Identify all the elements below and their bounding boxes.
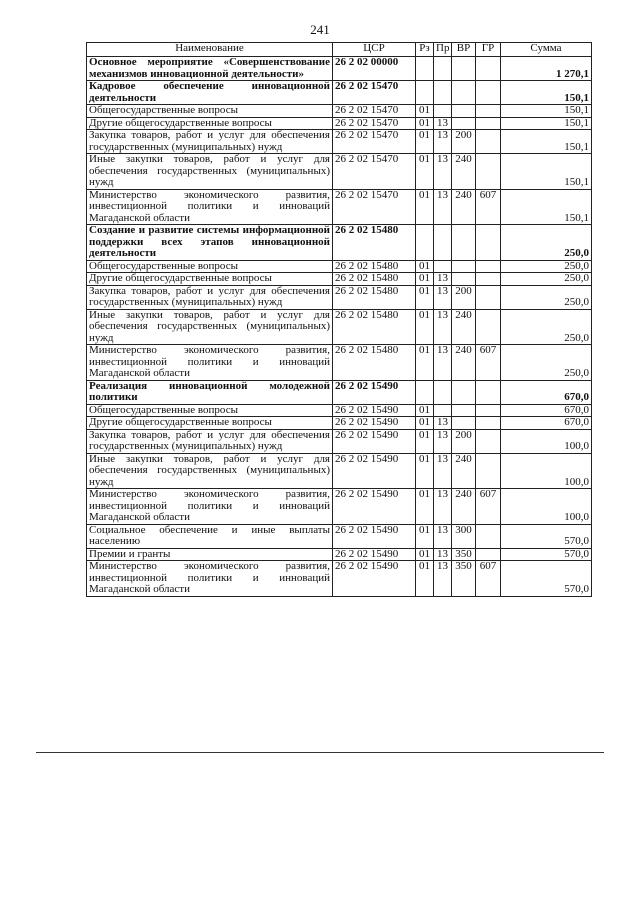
cell-csr: 26 2 02 15470 (333, 105, 416, 118)
cell-rz: 01 (416, 453, 434, 489)
cell-sum: 250,0 (501, 285, 592, 309)
cell-pr (434, 404, 452, 417)
cell-pr: 13 (434, 189, 452, 225)
table-row (87, 117, 592, 130)
cell-csr: 26 2 02 00000 (333, 57, 416, 81)
table-row (87, 548, 592, 561)
cell-csr: 26 2 02 15470 (333, 154, 416, 190)
cell-vr (452, 404, 476, 417)
cell-rz: 01 (416, 273, 434, 286)
header-name: Наименование (87, 43, 333, 57)
cell-name: Премии и гранты (87, 548, 333, 561)
header-pr: Пр (434, 43, 452, 57)
cell-name: Иные закупки товаров, работ и услуг для обеспечения государственных (муниципальных) нужд (87, 453, 333, 489)
cell-gr (476, 273, 501, 286)
cell-csr: 26 2 02 15470 (333, 189, 416, 225)
cell-gr (476, 548, 501, 561)
cell-csr: 26 2 02 15490 (333, 417, 416, 430)
cell-vr: 200 (452, 285, 476, 309)
table-row (87, 189, 592, 225)
cell-csr: 26 2 02 15490 (333, 489, 416, 525)
cell-csr: 26 2 02 15480 (333, 273, 416, 286)
cell-name: Министерство экономического развития, инвестиционной политики и инноваций Магаданской области (87, 489, 333, 525)
cell-vr (452, 57, 476, 81)
cell-pr: 13 (434, 561, 452, 597)
header-csr: ЦСР (333, 43, 416, 57)
cell-sum: 100,0 (501, 429, 592, 453)
cell-vr (452, 225, 476, 261)
footer-divider (36, 752, 604, 753)
cell-rz: 01 (416, 429, 434, 453)
cell-csr: 26 2 02 15470 (333, 81, 416, 105)
cell-name: Министерство экономического развития, инвестиционной политики и инноваций Магаданской области (87, 189, 333, 225)
cell-gr (476, 380, 501, 404)
table-row (87, 345, 592, 381)
cell-vr: 300 (452, 524, 476, 548)
cell-rz: 01 (416, 345, 434, 381)
cell-name: Общегосударственные вопросы (87, 404, 333, 417)
cell-gr (476, 453, 501, 489)
table-row (87, 225, 592, 261)
cell-rz (416, 81, 434, 105)
cell-sum: 100,0 (501, 453, 592, 489)
cell-vr: 240 (452, 189, 476, 225)
cell-sum: 150,1 (501, 189, 592, 225)
cell-rz: 01 (416, 260, 434, 273)
cell-rz: 01 (416, 489, 434, 525)
cell-sum: 250,0 (501, 309, 592, 345)
cell-gr (476, 117, 501, 130)
cell-sum: 250,0 (501, 273, 592, 286)
cell-csr: 26 2 02 15470 (333, 130, 416, 154)
cell-name: Закупка товаров, работ и услуг для обеспечения государственных (муниципальных) нужд (87, 429, 333, 453)
cell-vr: 240 (452, 489, 476, 525)
cell-vr: 350 (452, 548, 476, 561)
cell-name: Социальное обеспечение и иные выплаты населению (87, 524, 333, 548)
cell-pr: 13 (434, 309, 452, 345)
cell-name: Реализация инновационной молодежной политики (87, 380, 333, 404)
cell-vr (452, 105, 476, 118)
cell-csr: 26 2 02 15490 (333, 524, 416, 548)
cell-csr: 26 2 02 15490 (333, 561, 416, 597)
cell-rz: 01 (416, 417, 434, 430)
cell-rz (416, 380, 434, 404)
table-row (87, 561, 592, 597)
cell-pr: 13 (434, 345, 452, 381)
cell-rz: 01 (416, 309, 434, 345)
cell-csr: 26 2 02 15480 (333, 285, 416, 309)
cell-rz: 01 (416, 105, 434, 118)
cell-rz: 01 (416, 189, 434, 225)
cell-sum: 150,1 (501, 81, 592, 105)
cell-vr: 200 (452, 130, 476, 154)
cell-gr (476, 130, 501, 154)
cell-rz: 01 (416, 524, 434, 548)
cell-name: Другие общегосударственные вопросы (87, 417, 333, 430)
header-rz: Рз (416, 43, 434, 57)
cell-vr (452, 117, 476, 130)
cell-pr: 13 (434, 130, 452, 154)
cell-gr (476, 260, 501, 273)
cell-pr: 13 (434, 285, 452, 309)
cell-sum: 570,0 (501, 548, 592, 561)
cell-sum: 1 270,1 (501, 57, 592, 81)
cell-sum: 570,0 (501, 561, 592, 597)
cell-gr (476, 309, 501, 345)
cell-sum: 150,1 (501, 105, 592, 118)
cell-pr: 13 (434, 117, 452, 130)
cell-rz: 01 (416, 285, 434, 309)
cell-name: Создание и развитие системы информационной поддержки всех этапов инновационной деятельности (87, 225, 333, 261)
table-row (87, 404, 592, 417)
cell-name: Общегосударственные вопросы (87, 260, 333, 273)
cell-pr (434, 105, 452, 118)
cell-name: Другие общегосударственные вопросы (87, 117, 333, 130)
cell-gr: 607 (476, 189, 501, 225)
cell-pr (434, 81, 452, 105)
cell-vr: 350 (452, 561, 476, 597)
cell-name: Министерство экономического развития, инвестиционной политики и инноваций Магаданской области (87, 561, 333, 597)
cell-sum: 570,0 (501, 524, 592, 548)
table-row (87, 285, 592, 309)
cell-gr (476, 81, 501, 105)
cell-pr: 13 (434, 429, 452, 453)
cell-sum: 670,0 (501, 380, 592, 404)
cell-pr (434, 260, 452, 273)
cell-rz: 01 (416, 130, 434, 154)
cell-name: Министерство экономического развития, инвестиционной политики и инноваций Магаданской области (87, 345, 333, 381)
cell-pr (434, 57, 452, 81)
cell-sum: 250,0 (501, 225, 592, 261)
cell-gr (476, 285, 501, 309)
cell-pr: 13 (434, 453, 452, 489)
cell-vr (452, 380, 476, 404)
cell-name: Кадровое обеспечение инновационной деятельности (87, 81, 333, 105)
page-number: 241 (310, 22, 330, 37)
cell-gr: 607 (476, 345, 501, 381)
cell-gr (476, 225, 501, 261)
cell-pr (434, 225, 452, 261)
cell-name: Закупка товаров, работ и услуг для обеспечения государственных (муниципальных) нужд (87, 130, 333, 154)
cell-name: Иные закупки товаров, работ и услуг для обеспечения государственных (муниципальных) нужд (87, 309, 333, 345)
cell-rz: 01 (416, 561, 434, 597)
cell-vr (452, 417, 476, 430)
cell-pr: 13 (434, 273, 452, 286)
cell-csr: 26 2 02 15490 (333, 548, 416, 561)
table-header-row (87, 43, 592, 57)
table-row (87, 309, 592, 345)
cell-gr (476, 57, 501, 81)
cell-sum: 250,0 (501, 345, 592, 381)
table-row (87, 57, 592, 81)
cell-name: Другие общегосударственные вопросы (87, 273, 333, 286)
cell-vr: 240 (452, 453, 476, 489)
table-row (87, 273, 592, 286)
cell-vr: 240 (452, 309, 476, 345)
table-row (87, 380, 592, 404)
cell-pr (434, 380, 452, 404)
cell-sum: 150,1 (501, 154, 592, 190)
cell-vr (452, 260, 476, 273)
cell-pr: 13 (434, 548, 452, 561)
table-row (87, 154, 592, 190)
cell-gr: 607 (476, 489, 501, 525)
table-row (87, 130, 592, 154)
header-vr: ВР (452, 43, 476, 57)
cell-gr (476, 404, 501, 417)
table-row (87, 524, 592, 548)
cell-pr: 13 (434, 524, 452, 548)
cell-pr: 13 (434, 154, 452, 190)
cell-pr: 13 (434, 417, 452, 430)
header-gr: ГР (476, 43, 501, 57)
cell-vr: 240 (452, 345, 476, 381)
cell-sum: 250,0 (501, 260, 592, 273)
cell-rz: 01 (416, 154, 434, 190)
cell-sum: 100,0 (501, 489, 592, 525)
cell-rz: 01 (416, 404, 434, 417)
cell-name: Основное мероприятие «Совершенствование механизмов инновационной деятельности» (87, 57, 333, 81)
cell-csr: 26 2 02 15480 (333, 309, 416, 345)
cell-sum: 670,0 (501, 417, 592, 430)
cell-gr (476, 524, 501, 548)
table-row (87, 81, 592, 105)
table-row (87, 260, 592, 273)
cell-vr (452, 81, 476, 105)
header-sum: Сумма (501, 43, 592, 57)
cell-pr: 13 (434, 489, 452, 525)
cell-gr (476, 154, 501, 190)
cell-csr: 26 2 02 15490 (333, 404, 416, 417)
cell-csr: 26 2 02 15480 (333, 225, 416, 261)
cell-name: Закупка товаров, работ и услуг для обеспечения государственных (муниципальных) нужд (87, 285, 333, 309)
cell-gr: 607 (476, 561, 501, 597)
cell-csr: 26 2 02 15490 (333, 453, 416, 489)
cell-rz: 01 (416, 117, 434, 130)
cell-csr: 26 2 02 15470 (333, 117, 416, 130)
cell-gr (476, 429, 501, 453)
table-row (87, 417, 592, 430)
table-row (87, 429, 592, 453)
cell-name: Иные закупки товаров, работ и услуг для обеспечения государственных (муниципальных) нужд (87, 154, 333, 190)
cell-rz: 01 (416, 548, 434, 561)
cell-csr: 26 2 02 15480 (333, 260, 416, 273)
table-row (87, 453, 592, 489)
cell-rz (416, 225, 434, 261)
cell-gr (476, 105, 501, 118)
cell-gr (476, 417, 501, 430)
cell-vr: 240 (452, 154, 476, 190)
budget-table (86, 42, 592, 597)
cell-vr: 200 (452, 429, 476, 453)
cell-sum: 150,1 (501, 130, 592, 154)
cell-name: Общегосударственные вопросы (87, 105, 333, 118)
cell-csr: 26 2 02 15490 (333, 429, 416, 453)
cell-vr (452, 273, 476, 286)
table-row (87, 105, 592, 118)
cell-rz (416, 57, 434, 81)
cell-sum: 670,0 (501, 404, 592, 417)
table-row (87, 489, 592, 525)
cell-csr: 26 2 02 15480 (333, 345, 416, 381)
cell-csr: 26 2 02 15490 (333, 380, 416, 404)
cell-sum: 150,1 (501, 117, 592, 130)
